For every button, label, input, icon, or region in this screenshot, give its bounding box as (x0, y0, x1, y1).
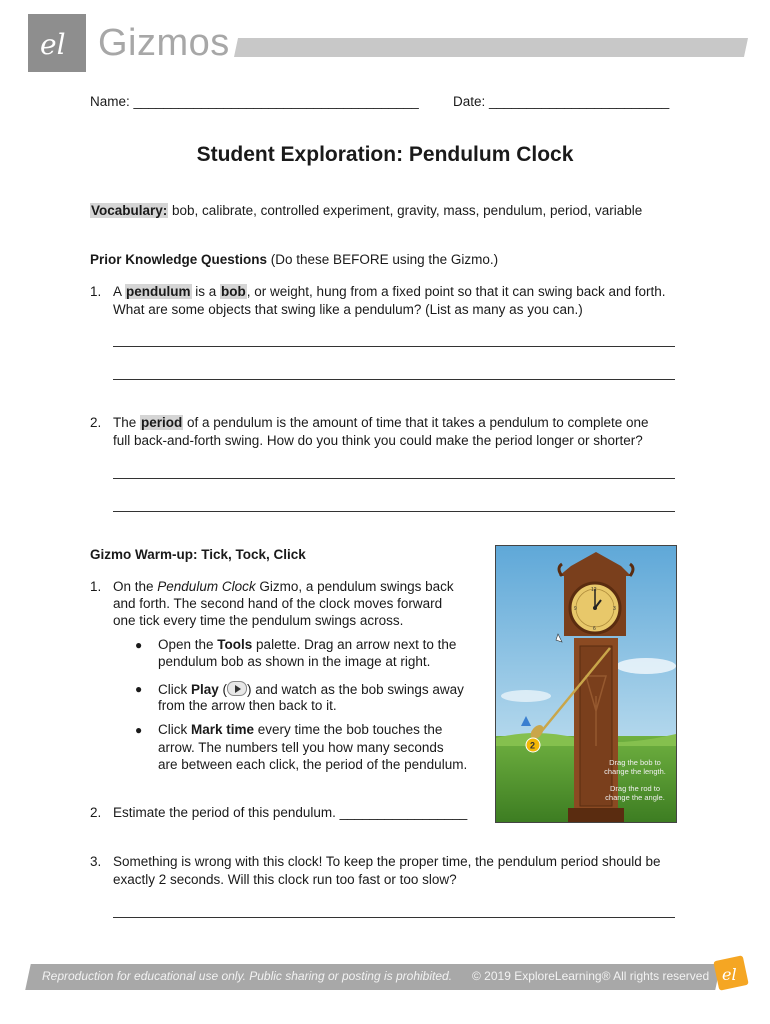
question-1-text: A pendulum is a bob, or weight, hung from a fixed point so that it can swing back and forth. (113, 284, 666, 299)
question-number: 2. (90, 805, 102, 820)
bullet-1-line2: pendulum bob as shown in the image at right. (158, 654, 431, 669)
el-logo-icon (28, 14, 86, 72)
caption-bob: Drag the bob to change the length. (604, 758, 666, 776)
name-field[interactable]: Name: ______________________________________ (90, 94, 419, 109)
vocabulary (90, 203, 642, 218)
pendulum-clock-illustration (496, 546, 676, 822)
bullet-3-line3: are between each click, the period of the pendulum. (158, 757, 468, 772)
bullet-3-line2: arrow. The numbers tell you how many seconds (158, 740, 444, 755)
section-heading: Prior Knowledge Questions (90, 252, 268, 267)
question-number: 1. (90, 579, 102, 594)
warmup-q1-line2: and forth. The second hand of the clock moves forward (113, 596, 443, 611)
question-1-line2: What are some objects that swing like a pendulum? (List as many as you can.) (113, 302, 583, 317)
footer-copyright: © 2019 ExploreLearning® All rights reserved (472, 969, 710, 983)
answer-line[interactable] (113, 346, 675, 347)
answer-line[interactable] (113, 478, 675, 479)
svg-text:el: el (722, 965, 737, 984)
page-title: Student Exploration: Pendulum Clock (196, 143, 574, 166)
svg-text:el: el (40, 28, 66, 61)
bullet-2: Click Play ( ) and watch as the bob swings away (158, 682, 464, 697)
footer-notice: Reproduction for educational use only. Public sharing or posting is prohibited. (42, 969, 453, 983)
warmup-q1-line3: one tick every time the pendulum swings across. (113, 613, 404, 628)
caption-rod: Drag the rod to change the angle. (605, 784, 665, 802)
bullet-3: Click Mark time every time the bob touches the (158, 722, 443, 737)
svg-text:3: 3 (613, 606, 616, 612)
answer-line[interactable] (113, 917, 675, 918)
svg-text:9: 9 (574, 606, 577, 612)
vocabulary-label: Vocabulary: (91, 203, 168, 218)
warmup-q1-line1: On the Pendulum Clock Gizmo, a pendulum swings back (113, 579, 454, 594)
warmup-q2-text: Estimate the period of this pendulum. _________________ (113, 805, 468, 820)
question-number: 3. (90, 854, 102, 869)
question-number: 1. (90, 284, 102, 299)
gizmos-logo (28, 14, 86, 72)
question-number: 2. (90, 415, 102, 430)
warmup-q3-line1: Something is wrong with this clock! To keep the proper time, the pendulum period should be (113, 854, 661, 869)
brand-name: Gizmos (98, 22, 230, 64)
question-2-text: The period of a pendulum is the amount of time that it takes a pendulum to complete one (113, 415, 649, 430)
explorelearning-logo (712, 954, 750, 992)
warmup-heading: Gizmo Warm-up: Tick, Tock, Click (90, 547, 306, 562)
term-period: period (141, 415, 183, 430)
play-icon (227, 681, 247, 696)
vocabulary-list: bob, calibrate, controlled experiment, gravity, mass, pendulum, period, variable (168, 203, 643, 218)
bullet-1: Open the Tools palette. Drag an arrow next to the (158, 637, 457, 652)
date-field[interactable]: Date: ________________________ (453, 94, 670, 109)
answer-line[interactable] (113, 379, 675, 380)
term-pendulum: pendulum (126, 284, 191, 299)
term-bob: bob (221, 284, 246, 299)
time-marker-label: 2 (530, 740, 536, 751)
bullet-icon: ● (135, 682, 143, 696)
svg-text:12: 12 (591, 587, 597, 593)
answer-line[interactable] (113, 511, 675, 512)
prior-knowledge-heading (90, 252, 498, 267)
warmup-q3-line2: exactly 2 seconds. Will this clock run too fast or too slow? (113, 872, 457, 887)
question-2-line2: full back-and-forth swing. How do you think you could make the period longer or shorter? (113, 433, 643, 448)
el-corner-icon (712, 954, 750, 992)
bullet-icon: ● (135, 723, 143, 737)
bullet-icon: ● (135, 638, 143, 652)
svg-text:6: 6 (593, 626, 596, 632)
bullet-2-line2: from the arrow then back to it. (158, 698, 337, 713)
header-bar (234, 38, 748, 57)
section-note: (Do these BEFORE using the Gizmo.) (267, 252, 499, 267)
pendulum-clock-simulation (495, 545, 677, 823)
